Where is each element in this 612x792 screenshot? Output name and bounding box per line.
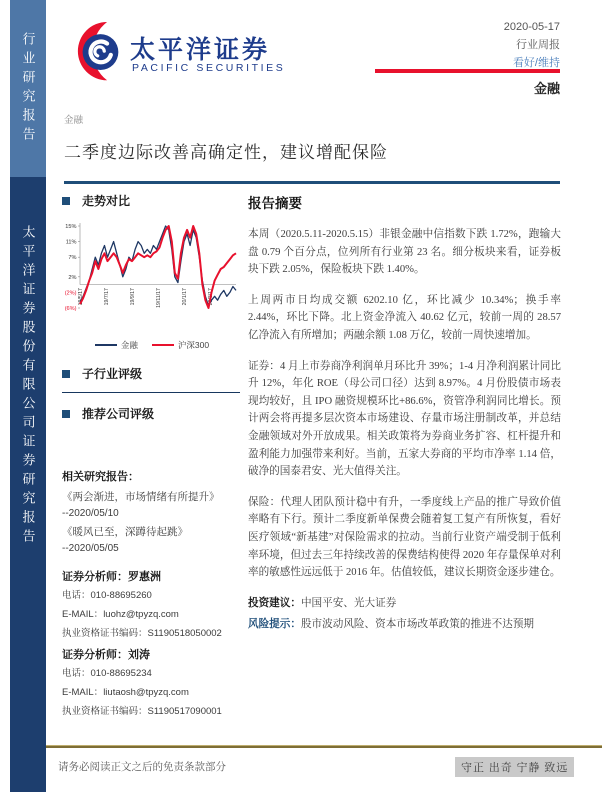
- svg-text:19/5/17: 19/5/17: [78, 288, 84, 306]
- investment-advice: [248, 595, 561, 613]
- svg-text:19/9/17: 19/9/17: [130, 288, 136, 306]
- phone-label: 电话：: [62, 591, 91, 601]
- legend-swatch-red: [152, 344, 174, 346]
- section-sub-rating-label: 子行业评级: [82, 367, 143, 381]
- sidebar-top-label: 行业研究报告: [20, 31, 36, 146]
- email-value: liutaosh@tpyzq.com: [103, 687, 189, 698]
- summary-paragraph: 上周两市日均成交额 6202.10 亿，环比减少 10.34%；换手率 2.44%，环比下降。北上资金净流入 40.62 亿元，较前一周的 28.57 亿净流入有所增加；两融余额 1.08 万亿，较前一周快速增加。: [248, 294, 561, 341]
- page-title: 二季度边际改善高确定性，建议增配保险: [64, 143, 388, 162]
- legend-swatch-blue: [95, 344, 117, 346]
- analyst-block: [62, 568, 242, 641]
- legend-item: [95, 339, 138, 351]
- title-rule: [64, 181, 560, 184]
- sidebar: [10, 0, 46, 792]
- cert-label: 执业资格证书编码：: [62, 629, 148, 639]
- legend-label: 金融: [120, 340, 138, 350]
- phone-value: 010-88695234: [90, 668, 152, 679]
- cert-value: S1190517090001: [147, 706, 222, 717]
- svg-text:19/11/17: 19/11/17: [156, 288, 162, 308]
- svg-text:7%: 7%: [68, 255, 77, 262]
- svg-text:20/3/17: 20/3/17: [208, 288, 214, 306]
- related-report-date: --2020/05/05: [62, 543, 119, 554]
- summary-header: 报告摘要: [248, 196, 302, 211]
- analyst-email: [62, 608, 242, 622]
- risk-warning: [248, 616, 561, 634]
- square-bullet-icon: [62, 410, 70, 418]
- advice-label: 投资建议：: [248, 597, 301, 609]
- section-trend-label: 走势对比: [82, 194, 131, 208]
- svg-text:(2%): (2%): [64, 290, 77, 297]
- sidebar-bottom-label: 太平洋证券股份有限公司证券研究报告: [20, 225, 36, 548]
- analyst-cert: [62, 627, 242, 641]
- section-company-rating: [62, 405, 242, 422]
- square-bullet-icon: [62, 197, 70, 205]
- footer-rule: [46, 745, 602, 748]
- sidebar-top-band: [10, 0, 46, 177]
- trend-chart-canvas: [62, 218, 240, 330]
- risk-label: 风险提示：: [248, 619, 301, 631]
- analyst-phone: [62, 589, 242, 603]
- analyst-cert: [62, 705, 242, 719]
- svg-text:2%: 2%: [68, 274, 77, 281]
- section-sub-rating: [62, 365, 242, 382]
- legend-item: [152, 339, 209, 351]
- report-type: 行业周报: [516, 39, 560, 51]
- report-date: 2020-05-17: [503, 21, 560, 33]
- brand-name-cn: 太平洋证券: [130, 36, 271, 64]
- email-value: luohz@tpyzq.com: [103, 609, 179, 620]
- advice-text: 中国平安、光大证券: [300, 597, 397, 609]
- sidebar-bottom-band: [10, 177, 46, 792]
- analyst-block: [62, 646, 242, 719]
- email-label: E-MAIL：: [62, 609, 104, 620]
- risk-text: 股市波动风险、资本市场改革政策的推进不达预期: [300, 619, 535, 631]
- phone-value: 010-88695260: [90, 590, 152, 601]
- analyst-name: 证券分析师：刘涛: [62, 649, 150, 661]
- phone-label: 电话：: [62, 669, 91, 679]
- svg-text:19/7/17: 19/7/17: [104, 288, 110, 306]
- summary-paragraph: 本周（2020.5.11-2020.5.15）非银金融中信指数下跌 1.72%，跑输大盘 0.79 个百分点，位列所有行业第 23 名。细分板块来看，证券板块下跌 2.05%，保险板块下跌 1.40%。: [248, 229, 561, 276]
- header-red-rule: [375, 69, 560, 73]
- svg-text:20/1/17: 20/1/17: [182, 288, 188, 306]
- square-bullet-icon: [62, 370, 70, 378]
- trend-chart: [62, 218, 242, 351]
- header-meta: [360, 20, 560, 74]
- analyst-phone: [62, 667, 242, 681]
- related-report-title: 《暖风已至，深蹲待起跳》: [62, 527, 188, 538]
- related-reports-header: 相关研究报告：: [62, 471, 139, 483]
- cert-value: S1190518050002: [147, 628, 222, 639]
- summary-paragraph: 证券：4 月上市券商净利润单月环比升 39%；1-4 月净利润累计同比升 12%，年化 ROE（母公司口径）达到 8.97%。4 月份股债市场表现均较好，且 IPO 融资规模环比+86.6%，资管净利润同比增长。预计两会将再提多层次资本市场建设、存量市场注册制改革，并总结金融领域对外开放成果。相关政策将为券商业务扩容、杠杆提升和盈利能力加强带来利好。当前，五家大券商的平均市净率 1.14 倍，破净的国泰君安、光大值得关注。: [248, 360, 561, 478]
- footer-disclaimer: 请务必阅读正文之后的免责条款部分: [58, 762, 226, 773]
- section-trend: [62, 192, 242, 209]
- left-column: [62, 192, 242, 724]
- svg-text:11%: 11%: [65, 239, 77, 246]
- legend-label: 沪深300: [177, 340, 210, 350]
- related-report-title: 《两会渐进，市场情绪有所提升》: [62, 492, 220, 503]
- industry-rating: 看好/维持: [512, 57, 560, 69]
- section-divider: [62, 392, 240, 393]
- analyst-email: [62, 686, 242, 700]
- section-company-rating-label: 推荐公司评级: [82, 407, 155, 421]
- email-label: E-MAIL：: [62, 687, 104, 698]
- cert-label: 执业资格证书编码：: [62, 707, 148, 717]
- svg-text:(6%): (6%): [64, 306, 77, 312]
- summary-column: [248, 192, 561, 634]
- header-industry: 金融: [533, 81, 560, 96]
- category-label: 金融: [64, 116, 84, 126]
- summary-paragraph: 保险：代理人团队预计稳中有升，一季度线上产品的推广导致价值率略有下行。预计二季度新单保费会随着复工复产有所恢复，看好医疗领域“新基建”对保险需求的拉动。当前行业资产端受制于低利率环境，但过去三年持续改善的保费结构使得 2020 年存量保单对利率的敏感性远远低于 2016 年。估值较低，建议长期资金逐步建仓。: [248, 496, 561, 579]
- brand-name-en: PACIFIC SECURITIES: [132, 62, 286, 74]
- footer-motto: 守正 出奇 宁静 致远: [455, 757, 574, 777]
- analyst-name: 证券分析师：罗惠洲: [62, 571, 161, 583]
- related-report-date: --2020/05/10: [62, 508, 119, 519]
- pacific-securities-logo-icon: [60, 16, 124, 90]
- trend-chart-legend: [62, 339, 242, 351]
- svg-text:15%: 15%: [65, 224, 77, 230]
